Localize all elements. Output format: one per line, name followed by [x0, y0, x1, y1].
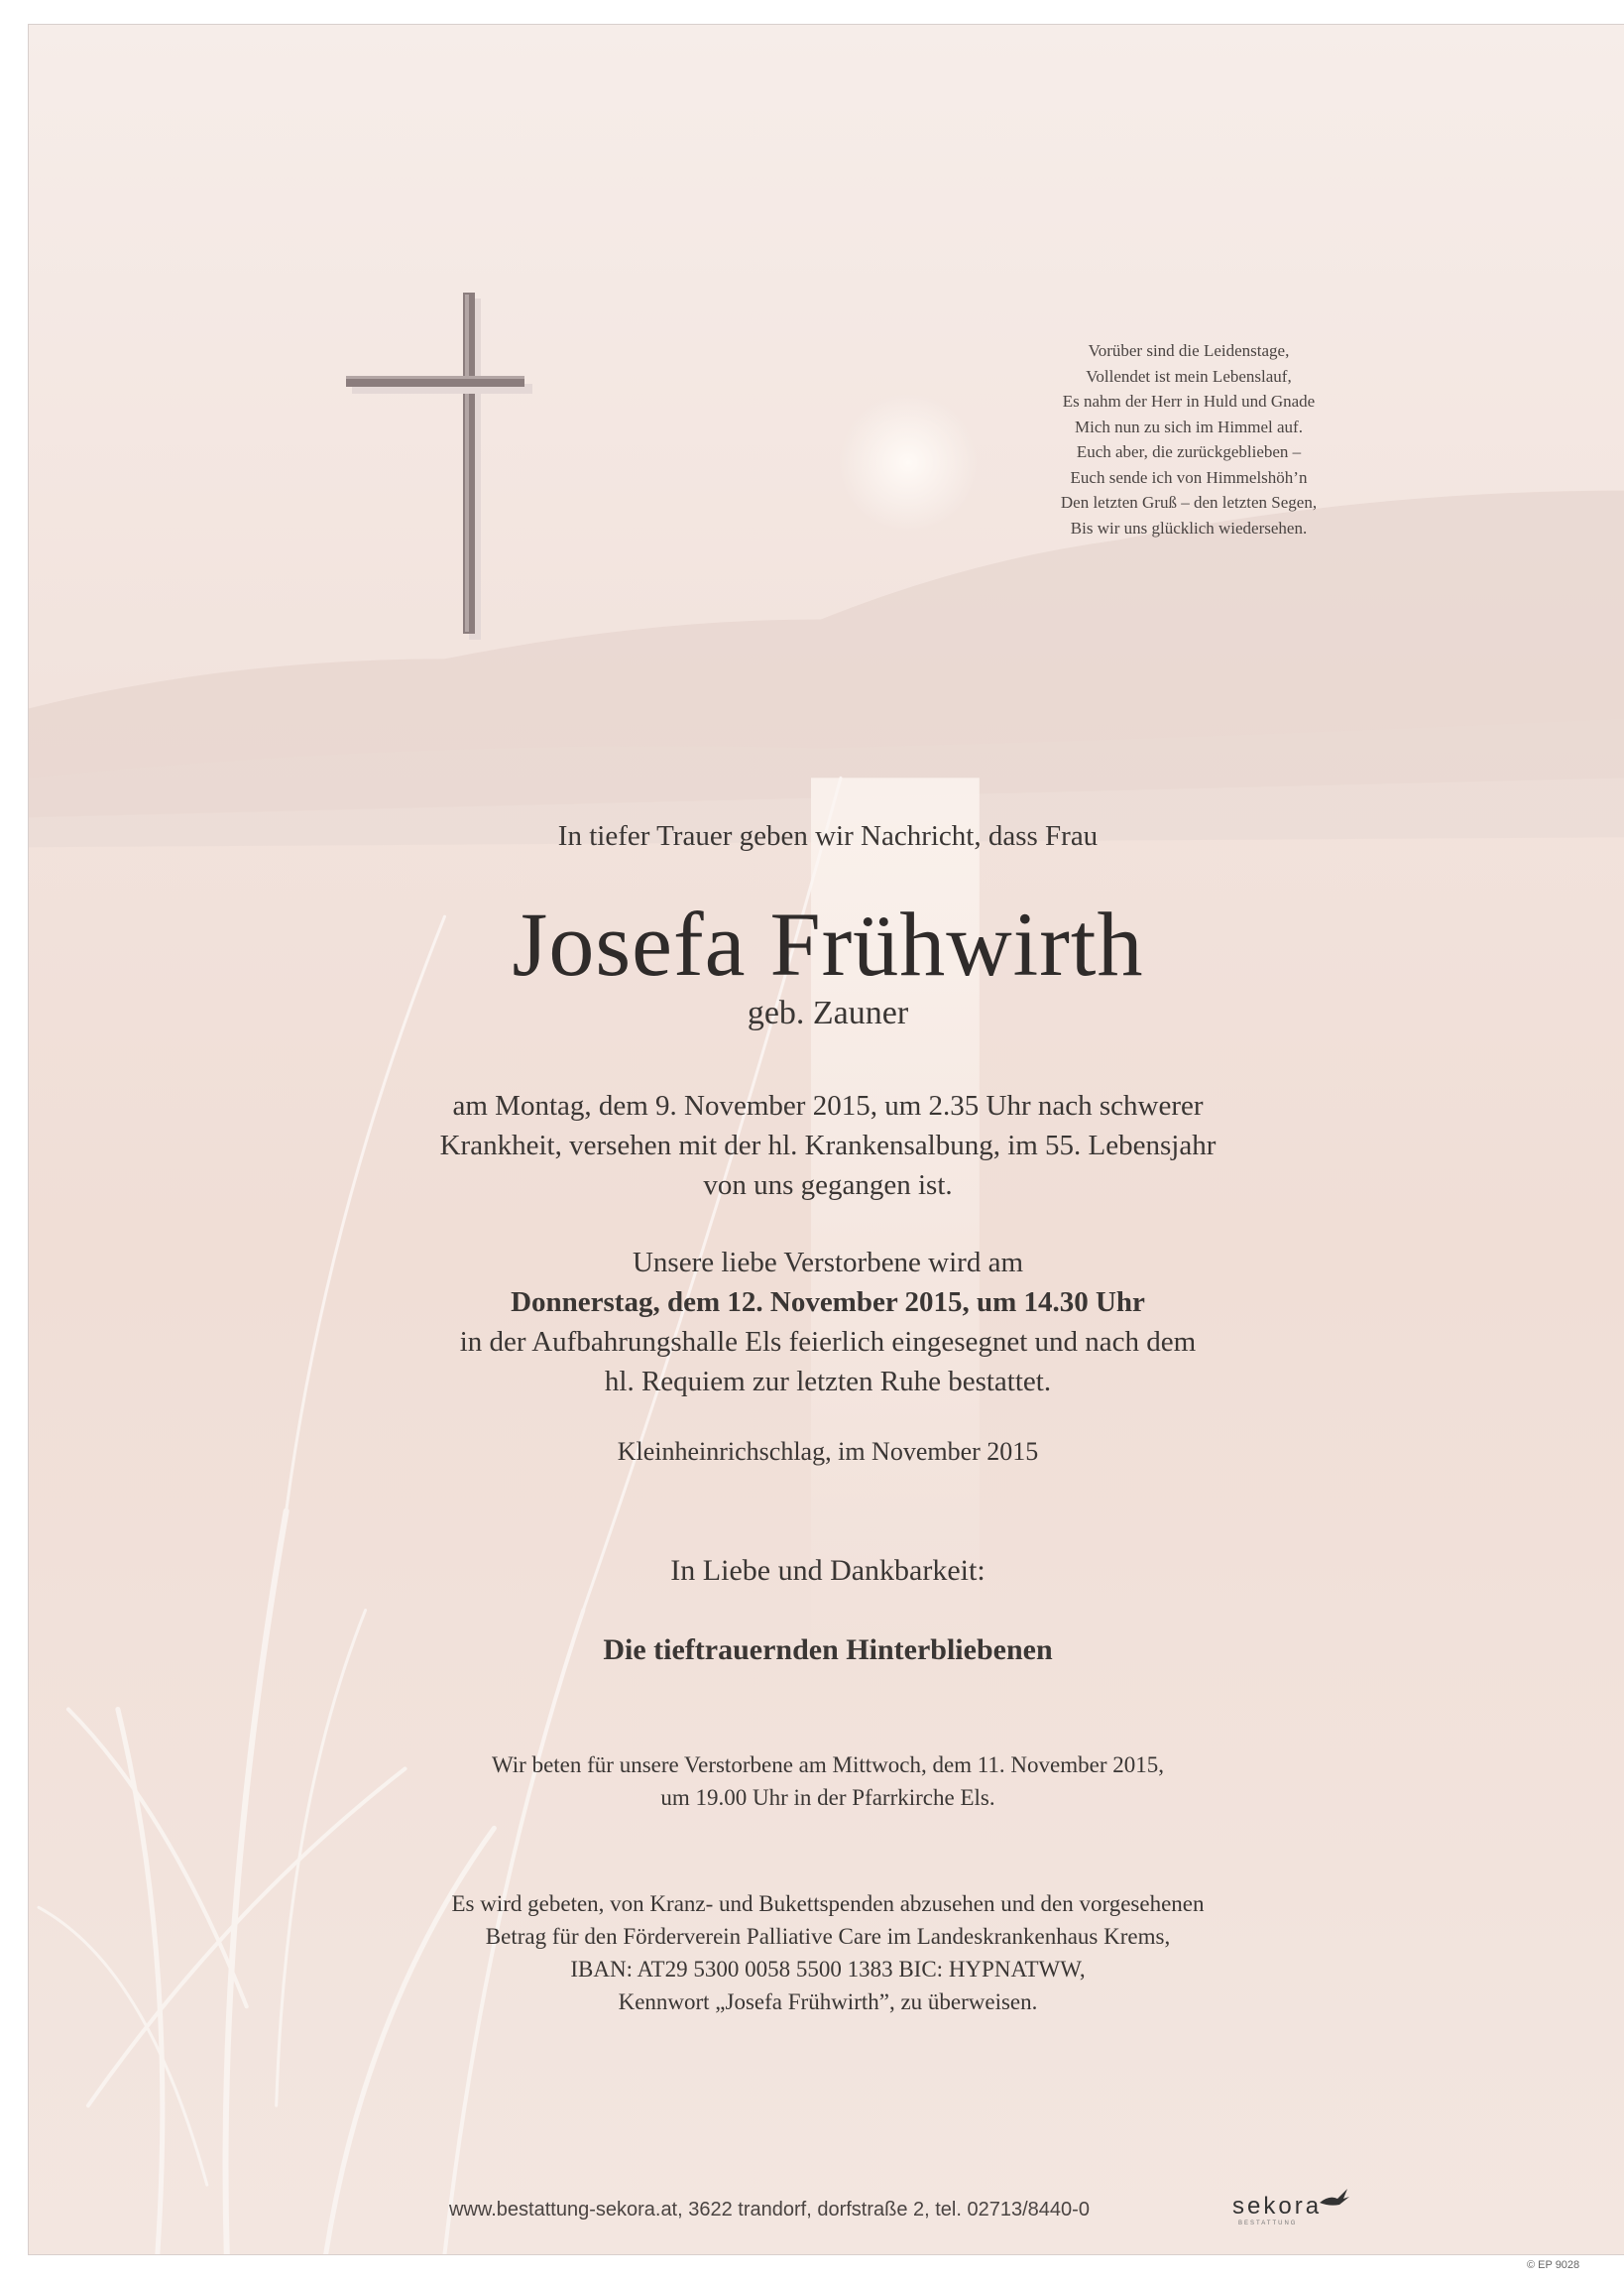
poem-line: Bis wir uns glücklich wiedersehen.: [1070, 518, 1308, 538]
prayer-line: um 19.00 Uhr in der Pfarrkirche Els.: [660, 1785, 995, 1810]
footer-contact: www.bestattung-sekora.at, 3622 trandorf, dorfstraße 2, tel. 02713/8440-0: [449, 2199, 1090, 2221]
mourners-text: Die tieftrauernden Hinterbliebenen: [603, 1633, 1053, 1666]
poem-line: Es nahm der Herr in Huld und Gnade: [1062, 392, 1316, 411]
funeral-line: in der Aufbahrungshalle Els feierlich eingesegnet und nach dem: [459, 1326, 1197, 1358]
deceased-name: Josefa Frühwirth: [512, 894, 1144, 995]
donation-notice: [29, 1887, 1624, 2018]
poem-line: Euch sende ich von Himmelshöh’n: [1070, 467, 1308, 487]
thanks-text: In Liebe und Dankbarkeit:: [670, 1554, 986, 1587]
death-notice-line: Krankheit, versehen mit der hl. Krankensalbung, im 55. Lebensjahr: [439, 1130, 1217, 1161]
prayer-line: Wir beten für unsere Verstorbene am Mittwoch, dem 11. November 2015,: [491, 1752, 1165, 1777]
donation-line: Es wird gebeten, von Kranz- und Bukettspenden abzusehen und den vorgesehenen: [451, 1891, 1205, 1916]
poem-line: Euch aber, die zurückgeblieben –: [1076, 442, 1302, 461]
death-notice: [29, 1086, 1624, 1205]
bird-logo-icon: [1318, 2187, 1351, 2209]
funeral-date: Donnerstag, dem 12. November 2015, um 14.30 Uhr: [511, 1286, 1145, 1318]
poem-line: Vorüber sind die Leidenstage,: [1088, 341, 1290, 360]
poem: [981, 338, 1397, 541]
funeral-notice: [29, 1243, 1624, 1401]
company-logo: sekora: [1232, 2193, 1323, 2220]
funeral-line: hl. Requiem zur letzten Ruhe bestattet.: [604, 1366, 1052, 1397]
donation-line: Kennwort „Josefa Frühwirth”, zu überweisen.: [618, 1989, 1038, 2014]
maiden-name: geb. Zauner: [747, 995, 909, 1031]
poem-line: Mich nun zu sich im Himmel auf.: [1075, 417, 1303, 436]
donation-line: Betrag für den Förderverein Palliative Care im Landeskrankenhaus Krems,: [485, 1924, 1171, 1949]
death-notice-line: von uns gegangen ist.: [703, 1169, 953, 1201]
poem-line: Den letzten Gruß – den letzten Segen,: [1060, 493, 1318, 512]
death-notice-line: am Montag, dem 9. November 2015, um 2.35 Uhr nach schwerer: [452, 1090, 1204, 1122]
place-date: Kleinheinrichschlag, im November 2015: [617, 1437, 1039, 1466]
poem-line: Vollendet ist mein Lebenslauf,: [1086, 366, 1292, 386]
prayer-notice: [29, 1748, 1624, 1814]
company-logo-subtitle: BESTATTUNG: [1238, 2221, 1298, 2226]
document-code: © EP 9028: [1527, 2259, 1580, 2271]
funeral-line: Unsere liebe Verstorbene wird am: [632, 1247, 1024, 1278]
obituary-sheet: [28, 24, 1624, 2255]
donation-line: IBAN: AT29 5300 0058 5500 1383 BIC: HYPNATWW,: [570, 1957, 1086, 1982]
intro-text: In tiefer Trauer geben wir Nachricht, dass Frau: [557, 820, 1099, 852]
